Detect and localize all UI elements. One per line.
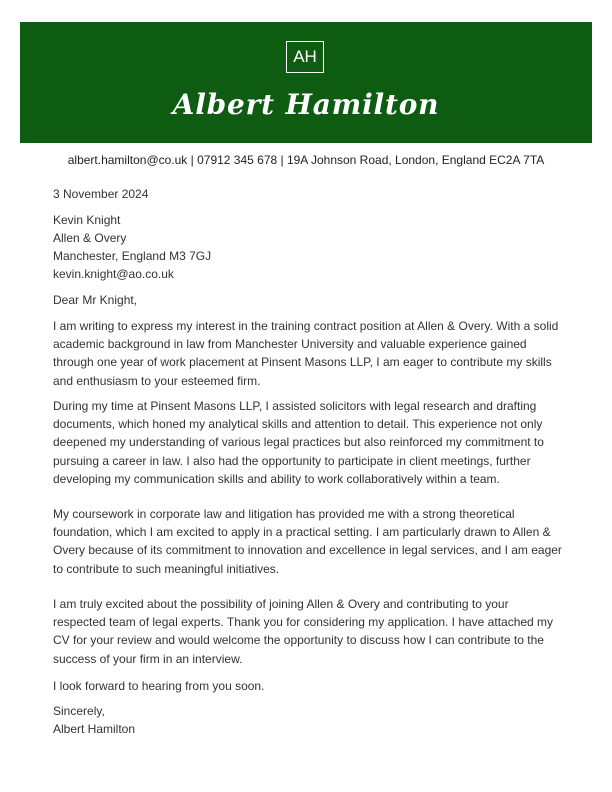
paragraph-2: During my time at Pinsent Masons LLP, I assisted solicitors with legal research and drafting documents, which honed my analytical skills and attention to detail. This experience not only deepened my understanding of various legal practices but also reinforced my commitment to pursuing a career in law. I also had the opportunity to participate in client meetings, further developing my communication skills and ability to work collaboratively within a team.: [53, 399, 544, 486]
paragraph-1: I am writing to express my interest in the training contract position at Allen & Overy. With a solid academic background in law from Manchester University and valuable experience gained through one year of work placement at Pinsent Masons LLP, I am eager to contribute my skills and enthusiasm to your esteemed firm.: [53, 319, 559, 388]
closing: Sincerely,: [53, 704, 105, 718]
monogram-badge: AH: [286, 41, 324, 73]
applicant-name: Albert Hamilton: [172, 88, 440, 121]
recipient-address: Manchester, England M3 7GJ: [53, 249, 212, 263]
recipient-email: kevin.knight@ao.co.uk: [53, 267, 174, 281]
paragraph-3: My coursework in corporate law and litigation has provided me with a strong theoretical foundation, which I am excited to apply in a practical setting. I am particularly drawn to Allen & Overy because of its commitment to innovation and excellence in legal services, and I am eager to contribute to such meaningful initiatives.: [53, 507, 562, 576]
closing-remark: I look forward to hearing from you soon.: [53, 679, 265, 693]
signature-name: Albert Hamilton: [53, 722, 136, 736]
letter-date: 3 November 2024: [53, 187, 149, 201]
recipient-company: Allen & Overy: [53, 231, 127, 245]
contact-line: albert.hamilton@co.uk | 07912 345 678 | 19A Johnson Road, London, England EC2A 7TA: [67, 153, 545, 167]
paragraph-4: I am truly excited about the possibility of joining Allen & Overy and contributing to your respected team of legal experts. Thank you for considering my application. I have attached my CV for your review and would welcome the opportunity to discuss how I can contribute to the success of your firm in an interview.: [53, 597, 554, 666]
recipient-name: Kevin Knight: [53, 213, 121, 227]
salutation: Dear Mr Knight,: [53, 293, 138, 307]
